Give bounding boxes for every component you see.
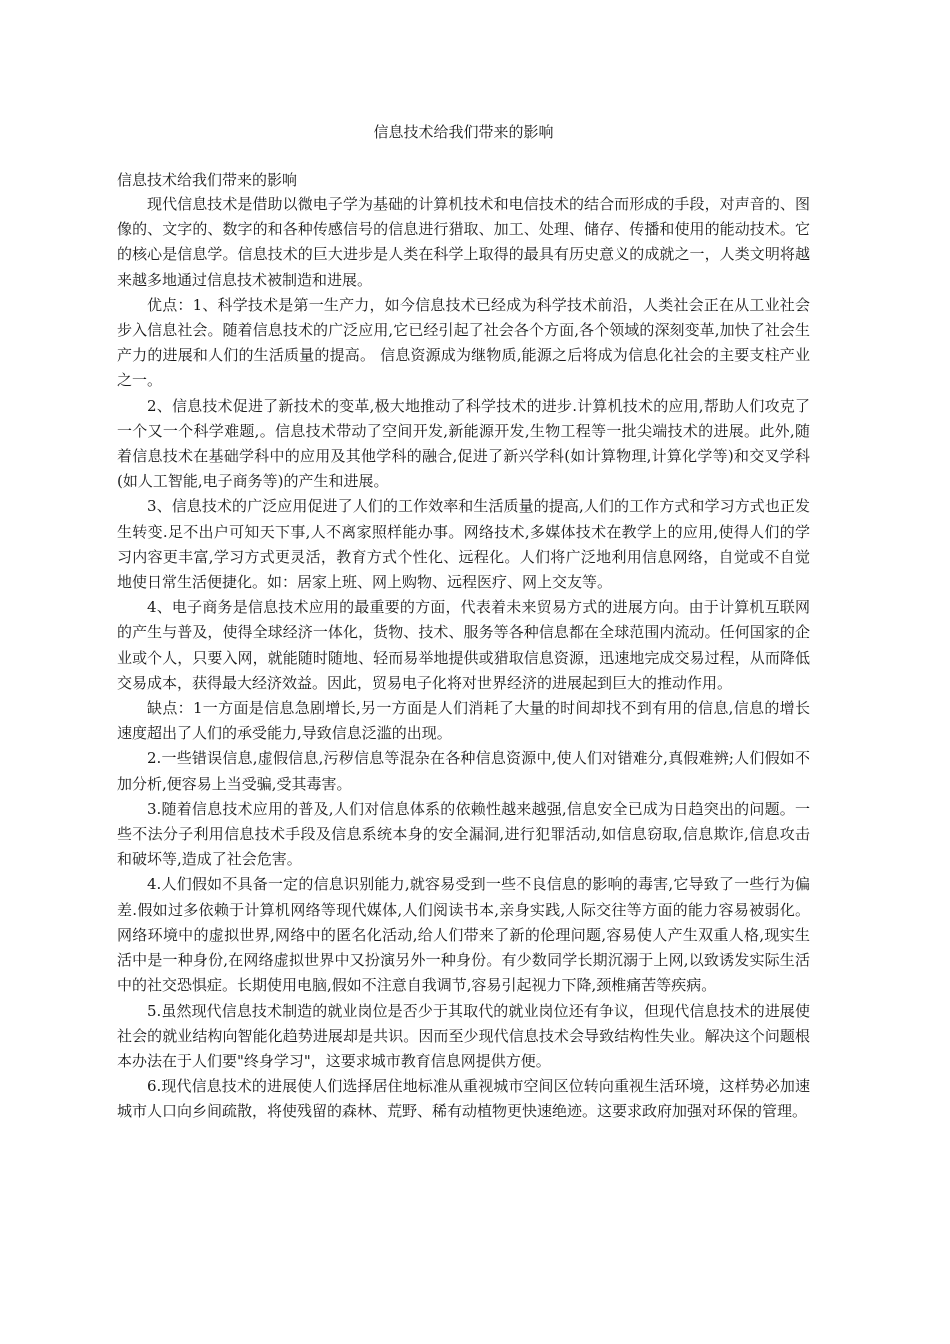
- paragraph-disadvantage-1: 缺点：1一方面是信息急剧增长,另一方面是人们消耗了大量的时间却找不到有用的信息,信息的增长速度超出了人们的承受能力,导致信息泛滥的出现。: [117, 699, 810, 743]
- paragraph-disadvantage-2: 2.一些错误信息,虚假信息,污秽信息等混杂在各种信息资源中,使人们对错难分,真假难辨;人们假如不加分析,便容易上当受骗,受其毒害。: [117, 749, 810, 793]
- paragraph-disadvantage-5: 5.虽然现代信息技术制造的就业岗位是否少于其取代的就业岗位还有争议，但现代信息技术的进展使社会的就业结构向智能化趋势进展却是共识。因而至少现代信息技术会导致结构性失业。解决这个问题根本办法在于人们要"终身学习"，这要求城市教育信息网提供方便。: [117, 1001, 810, 1070]
- paragraph-advantage-4: 4、电子商务是信息技术应用的最重要的方面，代表着未来贸易方式的进展方向。由于计算机互联网的产生与普及，使得全球经济一体化，货物、技术、服务等各种信息都在全球范围内流动。任何国家的企业或个人，只要入网，就能随时随地、轻而易举地提供或猎取信息资源，迅速地完成交易过程，从而降低交易成本，获得最大经济效益。因此，贸易电子化将对世界经济的进展起到巨大的推动作用。: [117, 598, 810, 692]
- document-title: 信息技术给我们带来的影响: [373, 123, 554, 141]
- paragraph-disadvantage-3: 3.随着信息技术应用的普及,人们对信息体系的依赖性越来越强,信息安全已成为日趋突出的问题。一些不法分子利用信息技术手段及信息系统本身的安全漏洞,进行犯罪活动,如信息窃取,信息欺诈,信息攻击和破坏等,造成了社会危害。: [117, 799, 810, 869]
- paragraph-advantage-3: 3、信息技术的广泛应用促进了人们的工作效率和生活质量的提高,人们的工作方式和学习方式也正发生转变.足不出户可知天下事,人不离家照样能办事。网络技术,多媒体技术在教学上的应用,使得人们的学习内容更丰富,学习方式更灵活，教育方式个性化、远程化。人们将广泛地利用信息网络，自觉或不自觉地使日常生活便捷化。如：居家上班、网上购物、远程医疗、网上交友等。: [117, 497, 810, 592]
- paragraph-advantage-1: 优点：1、科学技术是第一生产力，如今信息技术已经成为科学技术前沿，人类社会正在从工业社会步入信息社会。随着信息技术的广泛应用,它已经引起了社会各个方面,各个领域的深刻变革,加快了社会生产力的进展和人们的生活质量的提高。 信息资源成为继物质,能源之后将成为信息化社会的主要支柱产业之一。: [117, 295, 810, 390]
- paragraph-advantage-2: 2、信息技术促进了新技术的变革,极大地推动了科学技术的进步.计算机技术的应用,帮助人们攻克了一个又一个科学难题,。信息技术带动了空间开发,新能源开发,生物工程等一批尖端技术的进展。此外,随着信息技术在基础学科中的应用及其他学科的融合,促进了新兴学科(如计算物理,计算化学等)和交叉学科(如人工智能,电子商务等)的产生和进展。: [117, 396, 810, 491]
- paragraph-disadvantage-4: 4.人们假如不具备一定的信息识别能力,就容易受到一些不良信息的影响的毒害,它导致了一些行为偏差.假如过多依赖于计算机网络等现代媒体,人们阅读书本,亲身实践,人际交往等方面的能力容易被弱化。网络环境中的虚拟世界,网络中的匿名化活动,给人们带来了新的伦理问题,容易使人产生双重人格,现实生活中是一种身份,在网络虚拟世界中又扮演另外一种身份。有少数同学长期沉溺于上网,以致诱发实际生活中的社交恐惧症。长期使用电脑,假如不注意自我调节,容易引起视力下降,颈椎痛苦等疾病。: [117, 875, 810, 995]
- document-page: [117, 120, 810, 1125]
- paragraph-intro: 现代信息技术是借助以微电子学为基础的计算机技术和电信技术的结合而形成的手段，对声音的、图像的、文字的、数字的和各种传感信号的信息进行猎取、加工、处理、储存、传播和使用的能动技术。它的核心是信息学。信息技术的巨大进步是人类在科学上取得的最具有历史意义的成就之一，人类文明将越来越多地通过信息技术被制造和进展。: [117, 195, 810, 289]
- document-body: [117, 192, 810, 1125]
- paragraph-disadvantage-6: 6.现代信息技术的进展使人们选择居住地标准从重视城市空间区位转向重视生活环境，这样势必加速城市人口向乡间疏散，将使残留的森林、荒野、稀有动植物更快速绝迹。这要求政府加强对环保的管理。: [117, 1077, 810, 1121]
- document-subtitle: 信息技术给我们带来的影响: [117, 171, 298, 189]
